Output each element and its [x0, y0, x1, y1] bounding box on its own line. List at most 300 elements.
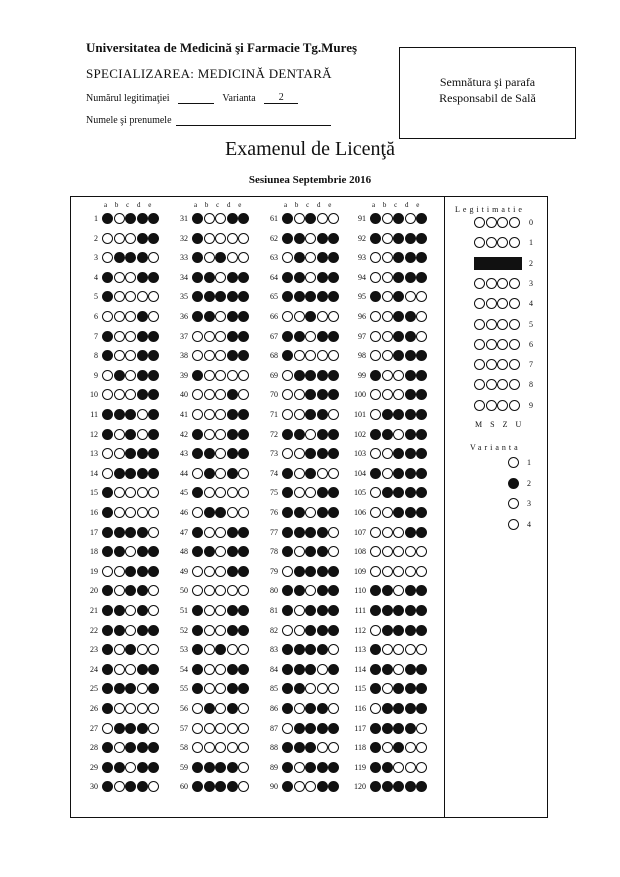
answer-bubble[interactable]	[382, 683, 393, 694]
answer-bubble[interactable]	[370, 272, 381, 283]
answer-bubble[interactable]	[114, 742, 125, 753]
answer-bubble[interactable]	[204, 566, 215, 577]
answer-bubble[interactable]	[282, 272, 293, 283]
answer-bubble[interactable]	[137, 742, 148, 753]
answer-bubble[interactable]	[317, 762, 328, 773]
answer-bubble[interactable]	[102, 233, 113, 244]
answer-bubble[interactable]	[382, 213, 393, 224]
answer-bubble[interactable]	[305, 468, 316, 479]
answer-bubble[interactable]	[405, 252, 416, 263]
answer-bubble[interactable]	[282, 370, 293, 381]
answer-bubble[interactable]	[137, 762, 148, 773]
answer-bubble[interactable]	[114, 272, 125, 283]
answer-bubble[interactable]	[382, 625, 393, 636]
answer-bubble[interactable]	[102, 762, 113, 773]
answer-bubble[interactable]	[328, 233, 339, 244]
answer-bubble[interactable]	[294, 311, 305, 322]
variant-bubble[interactable]	[508, 478, 519, 489]
answer-bubble[interactable]	[294, 252, 305, 263]
answer-bubble[interactable]	[102, 723, 113, 734]
answer-bubble[interactable]	[393, 527, 404, 538]
answer-bubble[interactable]	[370, 625, 381, 636]
answer-bubble[interactable]	[382, 527, 393, 538]
answer-bubble[interactable]	[305, 233, 316, 244]
answer-bubble[interactable]	[405, 429, 416, 440]
answer-bubble[interactable]	[102, 331, 113, 342]
answer-bubble[interactable]	[382, 762, 393, 773]
answer-bubble[interactable]	[215, 527, 226, 538]
answer-bubble[interactable]	[282, 507, 293, 518]
answer-bubble[interactable]	[102, 566, 113, 577]
answer-bubble[interactable]	[125, 272, 136, 283]
answer-bubble[interactable]	[405, 233, 416, 244]
answer-bubble[interactable]	[382, 605, 393, 616]
name-field[interactable]	[176, 125, 331, 126]
answer-bubble[interactable]	[405, 507, 416, 518]
answer-bubble[interactable]	[204, 723, 215, 734]
answer-bubble[interactable]	[405, 644, 416, 655]
answer-bubble[interactable]	[317, 703, 328, 714]
answer-bubble[interactable]	[393, 429, 404, 440]
answer-bubble[interactable]	[137, 429, 148, 440]
answer-bubble[interactable]	[405, 605, 416, 616]
answer-bubble[interactable]	[102, 703, 113, 714]
answer-bubble[interactable]	[137, 409, 148, 420]
answer-bubble[interactable]	[238, 723, 249, 734]
legitimation-bubble[interactable]	[486, 319, 497, 330]
legitimation-bubble[interactable]	[474, 278, 485, 289]
answer-bubble[interactable]	[204, 762, 215, 773]
answer-bubble[interactable]	[294, 742, 305, 753]
answer-bubble[interactable]	[282, 213, 293, 224]
answer-bubble[interactable]	[204, 703, 215, 714]
answer-bubble[interactable]	[405, 409, 416, 420]
answer-bubble[interactable]	[370, 723, 381, 734]
legitimation-bubble[interactable]	[509, 217, 520, 228]
answer-bubble[interactable]	[294, 233, 305, 244]
answer-bubble[interactable]	[125, 468, 136, 479]
answer-bubble[interactable]	[317, 507, 328, 518]
answer-bubble[interactable]	[227, 762, 238, 773]
answer-bubble[interactable]	[382, 703, 393, 714]
answer-bubble[interactable]	[305, 625, 316, 636]
answer-bubble[interactable]	[282, 723, 293, 734]
legitimation-bubble[interactable]	[474, 319, 485, 330]
answer-bubble[interactable]	[204, 272, 215, 283]
answer-bubble[interactable]	[294, 546, 305, 557]
answer-bubble[interactable]	[416, 233, 427, 244]
answer-bubble[interactable]	[370, 605, 381, 616]
answer-bubble[interactable]	[227, 566, 238, 577]
answer-bubble[interactable]	[317, 252, 328, 263]
answer-bubble[interactable]	[282, 331, 293, 342]
answer-bubble[interactable]	[370, 762, 381, 773]
answer-bubble[interactable]	[370, 566, 381, 577]
legitimation-bubble[interactable]	[474, 339, 485, 350]
answer-bubble[interactable]	[204, 742, 215, 753]
variant-field[interactable]: 2	[264, 92, 298, 104]
answer-bubble[interactable]	[102, 370, 113, 381]
answer-bubble[interactable]	[382, 409, 393, 420]
legitimation-bubble[interactable]	[486, 298, 497, 309]
answer-bubble[interactable]	[305, 272, 316, 283]
answer-bubble[interactable]	[282, 311, 293, 322]
answer-bubble[interactable]	[393, 468, 404, 479]
answer-bubble[interactable]	[405, 350, 416, 361]
answer-bubble[interactable]	[227, 350, 238, 361]
answer-bubble[interactable]	[114, 762, 125, 773]
legitimation-bubble[interactable]	[486, 237, 497, 248]
answer-bubble[interactable]	[137, 331, 148, 342]
legitimation-bubble[interactable]	[509, 379, 520, 390]
answer-bubble[interactable]	[204, 370, 215, 381]
answer-bubble[interactable]	[102, 625, 113, 636]
answer-bubble[interactable]	[102, 664, 113, 675]
answer-bubble[interactable]	[382, 644, 393, 655]
answer-bubble[interactable]	[204, 605, 215, 616]
answer-bubble[interactable]	[393, 370, 404, 381]
answer-bubble[interactable]	[382, 585, 393, 596]
answer-bubble[interactable]	[382, 448, 393, 459]
answer-bubble[interactable]	[370, 468, 381, 479]
answer-bubble[interactable]	[294, 291, 305, 302]
legitimation-bubble[interactable]	[497, 319, 508, 330]
answer-bubble[interactable]	[114, 409, 125, 420]
answer-bubble[interactable]	[148, 527, 159, 538]
answer-bubble[interactable]	[192, 311, 203, 322]
answer-bubble[interactable]	[305, 331, 316, 342]
answer-bubble[interactable]	[227, 644, 238, 655]
answer-bubble[interactable]	[137, 546, 148, 557]
legitimation-bubble[interactable]	[509, 237, 520, 248]
answer-bubble[interactable]	[294, 429, 305, 440]
legitimation-bubble[interactable]	[486, 278, 497, 289]
answer-bubble[interactable]	[393, 762, 404, 773]
answer-bubble[interactable]	[317, 742, 328, 753]
answer-bubble[interactable]	[125, 429, 136, 440]
answer-bubble[interactable]	[317, 605, 328, 616]
answer-bubble[interactable]	[114, 429, 125, 440]
answer-bubble[interactable]	[102, 507, 113, 518]
answer-bubble[interactable]	[282, 468, 293, 479]
answer-bubble[interactable]	[125, 566, 136, 577]
legitimation-bubble[interactable]	[509, 339, 520, 350]
answer-bubble[interactable]	[405, 546, 416, 557]
answer-bubble[interactable]	[294, 566, 305, 577]
answer-bubble[interactable]	[317, 644, 328, 655]
answer-bubble[interactable]	[215, 468, 226, 479]
answer-bubble[interactable]	[294, 468, 305, 479]
answer-bubble[interactable]	[317, 448, 328, 459]
answer-bubble[interactable]	[114, 781, 125, 792]
answer-bubble[interactable]	[238, 331, 249, 342]
answer-bubble[interactable]	[204, 409, 215, 420]
answer-bubble[interactable]	[405, 566, 416, 577]
answer-bubble[interactable]	[192, 331, 203, 342]
legitimation-bubble[interactable]	[486, 400, 497, 411]
answer-bubble[interactable]	[282, 762, 293, 773]
answer-bubble[interactable]	[393, 272, 404, 283]
answer-bubble[interactable]	[114, 252, 125, 263]
answer-bubble[interactable]	[370, 331, 381, 342]
answer-bubble[interactable]	[204, 546, 215, 557]
answer-bubble[interactable]	[238, 625, 249, 636]
answer-bubble[interactable]	[238, 527, 249, 538]
answer-bubble[interactable]	[405, 742, 416, 753]
answer-bubble[interactable]	[102, 272, 113, 283]
answer-bubble[interactable]	[137, 213, 148, 224]
answer-bubble[interactable]	[114, 566, 125, 577]
answer-bubble[interactable]	[137, 272, 148, 283]
answer-bubble[interactable]	[114, 331, 125, 342]
answer-bubble[interactable]	[294, 527, 305, 538]
answer-bubble[interactable]	[227, 742, 238, 753]
answer-bubble[interactable]	[215, 762, 226, 773]
answer-bubble[interactable]	[405, 311, 416, 322]
answer-bubble[interactable]	[370, 213, 381, 224]
legitimation-bubble[interactable]	[497, 339, 508, 350]
answer-bubble[interactable]	[204, 311, 215, 322]
answer-bubble[interactable]	[382, 350, 393, 361]
answer-bubble[interactable]	[305, 527, 316, 538]
answer-bubble[interactable]	[227, 625, 238, 636]
answer-bubble[interactable]	[416, 331, 427, 342]
answer-bubble[interactable]	[405, 331, 416, 342]
answer-bubble[interactable]	[227, 252, 238, 263]
answer-bubble[interactable]	[382, 311, 393, 322]
answer-bubble[interactable]	[204, 468, 215, 479]
answer-bubble[interactable]	[317, 566, 328, 577]
answer-bubble[interactable]	[192, 213, 203, 224]
legitimation-bubble[interactable]	[486, 339, 497, 350]
answer-bubble[interactable]	[405, 213, 416, 224]
answer-bubble[interactable]	[294, 703, 305, 714]
answer-bubble[interactable]	[317, 311, 328, 322]
answer-bubble[interactable]	[227, 664, 238, 675]
answer-bubble[interactable]	[382, 664, 393, 675]
answer-bubble[interactable]	[137, 723, 148, 734]
answer-bubble[interactable]	[102, 311, 113, 322]
answer-bubble[interactable]	[317, 723, 328, 734]
answer-bubble[interactable]	[328, 625, 339, 636]
answer-bubble[interactable]	[393, 625, 404, 636]
answer-bubble[interactable]	[305, 566, 316, 577]
answer-bubble[interactable]	[204, 683, 215, 694]
answer-bubble[interactable]	[102, 429, 113, 440]
answer-bubble[interactable]	[137, 448, 148, 459]
variant-bubble[interactable]	[508, 498, 519, 509]
answer-bubble[interactable]	[416, 527, 427, 538]
answer-bubble[interactable]	[192, 527, 203, 538]
answer-bubble[interactable]	[114, 546, 125, 557]
legitimation-bubble[interactable]	[509, 359, 520, 370]
answer-bubble[interactable]	[227, 723, 238, 734]
answer-bubble[interactable]	[102, 468, 113, 479]
answer-bubble[interactable]	[204, 291, 215, 302]
answer-bubble[interactable]	[215, 723, 226, 734]
answer-bubble[interactable]	[227, 331, 238, 342]
answer-bubble[interactable]	[294, 723, 305, 734]
answer-bubble[interactable]	[328, 429, 339, 440]
answer-bubble[interactable]	[317, 233, 328, 244]
answer-bubble[interactable]	[227, 703, 238, 714]
answer-bubble[interactable]	[137, 566, 148, 577]
answer-bubble[interactable]	[114, 585, 125, 596]
answer-bubble[interactable]	[148, 233, 159, 244]
answer-bubble[interactable]	[125, 527, 136, 538]
answer-bubble[interactable]	[102, 527, 113, 538]
legitimation-bubble[interactable]	[509, 400, 520, 411]
answer-bubble[interactable]	[328, 723, 339, 734]
answer-bubble[interactable]	[416, 429, 427, 440]
answer-bubble[interactable]	[282, 527, 293, 538]
answer-bubble[interactable]	[114, 605, 125, 616]
answer-bubble[interactable]	[238, 429, 249, 440]
answer-bubble[interactable]	[238, 233, 249, 244]
answer-bubble[interactable]	[125, 664, 136, 675]
answer-bubble[interactable]	[125, 233, 136, 244]
legitimation-bubble[interactable]	[474, 400, 485, 411]
legitimation-field[interactable]	[178, 103, 214, 104]
answer-bubble[interactable]	[328, 331, 339, 342]
answer-bubble[interactable]	[405, 468, 416, 479]
answer-bubble[interactable]	[204, 487, 215, 498]
answer-bubble[interactable]	[204, 781, 215, 792]
answer-bubble[interactable]	[382, 272, 393, 283]
answer-bubble[interactable]	[137, 370, 148, 381]
answer-bubble[interactable]	[282, 429, 293, 440]
answer-bubble[interactable]	[204, 213, 215, 224]
legitimation-bubble[interactable]	[509, 298, 520, 309]
answer-bubble[interactable]	[382, 233, 393, 244]
answer-bubble[interactable]	[328, 527, 339, 538]
answer-bubble[interactable]	[370, 409, 381, 420]
answer-bubble[interactable]	[137, 252, 148, 263]
answer-bubble[interactable]	[137, 507, 148, 518]
answer-bubble[interactable]	[125, 370, 136, 381]
answer-bubble[interactable]	[227, 448, 238, 459]
answer-bubble[interactable]	[294, 605, 305, 616]
answer-bubble[interactable]	[305, 723, 316, 734]
answer-bubble[interactable]	[204, 625, 215, 636]
answer-bubble[interactable]	[114, 723, 125, 734]
answer-bubble[interactable]	[382, 468, 393, 479]
answer-bubble[interactable]	[294, 350, 305, 361]
answer-bubble[interactable]	[114, 468, 125, 479]
answer-bubble[interactable]	[137, 644, 148, 655]
answer-bubble[interactable]	[227, 409, 238, 420]
answer-bubble[interactable]	[393, 566, 404, 577]
legitimation-bubble[interactable]	[497, 217, 508, 228]
variant-bubble[interactable]	[508, 519, 519, 530]
answer-bubble[interactable]	[282, 664, 293, 675]
answer-bubble[interactable]	[125, 762, 136, 773]
answer-bubble[interactable]	[114, 350, 125, 361]
answer-bubble[interactable]	[317, 409, 328, 420]
answer-bubble[interactable]	[204, 331, 215, 342]
answer-bubble[interactable]	[102, 409, 113, 420]
answer-bubble[interactable]	[317, 429, 328, 440]
answer-bubble[interactable]	[294, 370, 305, 381]
answer-bubble[interactable]	[370, 703, 381, 714]
answer-bubble[interactable]	[192, 409, 203, 420]
legitimation-bubble[interactable]	[497, 278, 508, 289]
answer-bubble[interactable]	[317, 370, 328, 381]
answer-bubble[interactable]	[317, 546, 328, 557]
answer-bubble[interactable]	[405, 703, 416, 714]
answer-bubble[interactable]	[137, 605, 148, 616]
answer-bubble[interactable]	[294, 585, 305, 596]
answer-bubble[interactable]	[215, 370, 226, 381]
answer-bubble[interactable]	[370, 311, 381, 322]
answer-bubble[interactable]	[382, 291, 393, 302]
answer-bubble[interactable]	[227, 527, 238, 538]
answer-bubble[interactable]	[294, 272, 305, 283]
legitimation-bubble[interactable]	[474, 217, 485, 228]
answer-bubble[interactable]	[370, 233, 381, 244]
answer-bubble[interactable]	[102, 213, 113, 224]
answer-bubble[interactable]	[192, 723, 203, 734]
answer-bubble[interactable]	[114, 625, 125, 636]
answer-bubble[interactable]	[192, 703, 203, 714]
answer-bubble[interactable]	[370, 429, 381, 440]
answer-bubble[interactable]	[227, 546, 238, 557]
answer-bubble[interactable]	[114, 233, 125, 244]
answer-bubble[interactable]	[125, 625, 136, 636]
answer-bubble[interactable]	[114, 527, 125, 538]
answer-bubble[interactable]	[204, 252, 215, 263]
answer-bubble[interactable]	[393, 331, 404, 342]
answer-bubble[interactable]	[125, 331, 136, 342]
answer-bubble[interactable]	[114, 507, 125, 518]
answer-bubble[interactable]	[227, 272, 238, 283]
answer-bubble[interactable]	[405, 762, 416, 773]
answer-bubble[interactable]	[370, 370, 381, 381]
answer-bubble[interactable]	[382, 389, 393, 400]
answer-bubble[interactable]	[382, 723, 393, 734]
answer-bubble[interactable]	[204, 448, 215, 459]
answer-bubble[interactable]	[215, 664, 226, 675]
answer-bubble[interactable]	[294, 683, 305, 694]
answer-bubble[interactable]	[393, 233, 404, 244]
answer-bubble[interactable]	[137, 350, 148, 361]
answer-bubble[interactable]	[192, 272, 203, 283]
answer-bubble[interactable]	[370, 527, 381, 538]
answer-bubble[interactable]	[305, 762, 316, 773]
answer-bubble[interactable]	[204, 507, 215, 518]
answer-bubble[interactable]	[370, 664, 381, 675]
answer-bubble[interactable]	[294, 625, 305, 636]
answer-bubble[interactable]	[114, 664, 125, 675]
answer-bubble[interactable]	[192, 507, 203, 518]
answer-bubble[interactable]	[405, 723, 416, 734]
answer-bubble[interactable]	[305, 429, 316, 440]
answer-bubble[interactable]	[294, 448, 305, 459]
answer-bubble[interactable]	[114, 213, 125, 224]
answer-bubble[interactable]	[405, 448, 416, 459]
answer-bubble[interactable]	[114, 644, 125, 655]
answer-bubble[interactable]	[204, 664, 215, 675]
answer-bubble[interactable]	[148, 625, 159, 636]
answer-bubble[interactable]	[137, 233, 148, 244]
answer-bubble[interactable]	[382, 487, 393, 498]
answer-bubble[interactable]	[137, 527, 148, 538]
answer-bubble[interactable]	[382, 742, 393, 753]
answer-bubble[interactable]	[227, 233, 238, 244]
answer-bubble[interactable]	[192, 429, 203, 440]
answer-bubble[interactable]	[114, 487, 125, 498]
answer-bubble[interactable]	[317, 664, 328, 675]
